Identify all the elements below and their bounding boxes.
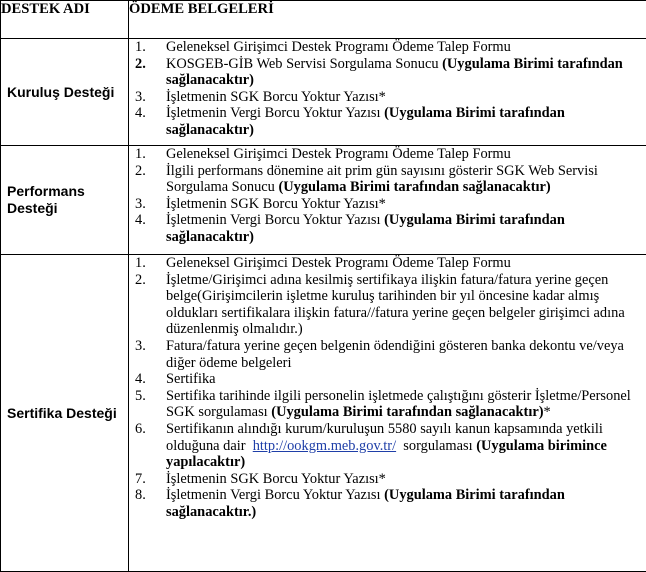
item-number: 7. [135, 470, 146, 487]
item-number: 3. [135, 337, 146, 354]
table-row [1, 39, 646, 146]
item-text [166, 388, 644, 421]
item-text [166, 56, 644, 89]
item-number: 1. [135, 255, 146, 271]
item-text-part: İşletmenin SGK Borcu Yoktur Yazısı* [166, 88, 386, 105]
document-list-cell [129, 255, 646, 572]
table-header-row [1, 1, 646, 39]
item-bold-note: (Uygulama Birimi tarafından sağlanacaktır) [166, 105, 569, 138]
table-row [1, 255, 646, 572]
list-item [135, 212, 644, 245]
item-text [166, 255, 644, 272]
item-number: 4. [135, 371, 146, 388]
item-number: 3. [135, 195, 146, 212]
item-text-part: Sertifikanın alındığı kurum/kuruluşun 5580 sayılı kanun kapsamında yetkili olduğuna dair [166, 420, 607, 454]
item-bold-note: (Uygulama birimince yapılacaktır) [166, 437, 611, 471]
support-name-cell: Sertifika Desteği [1, 255, 129, 572]
item-bold-note: (Uygulama Birimi tarafından sağlanacaktır) [166, 55, 627, 89]
support-name-cell: Kuruluş Desteği [1, 39, 129, 146]
item-number: 5. [135, 387, 146, 404]
item-text-part: KOSGEB-GİB Web Servisi Sorgulama Sonucu [166, 55, 443, 72]
item-text [166, 196, 644, 213]
item-number: 1. [135, 146, 146, 162]
document-list-cell [129, 146, 646, 255]
header-odeme-belgeleri: ÖDEME BELGELERİ [129, 1, 646, 39]
item-text [166, 146, 644, 163]
item-bold-note: (Uygulama Birimi tarafından sağlanacaktır) [278, 179, 551, 196]
item-text [166, 471, 644, 488]
list-item [135, 146, 644, 163]
item-number: 4. [135, 105, 146, 122]
item-text [166, 105, 644, 138]
item-text-part: Geleneksel Girişimci Destek Programı Ödeme Talep Formu [166, 146, 511, 162]
item-text [166, 39, 644, 56]
list-item [135, 371, 644, 388]
item-number: 2. [135, 55, 146, 72]
document-list-cell [129, 39, 646, 146]
item-bold-note: (Uygulama Birimi tarafından sağlanacaktır.) [166, 487, 569, 520]
item-bold-note: (Uygulama Birimi tarafından sağlanacaktır) [271, 404, 544, 421]
item-text [166, 163, 644, 196]
item-text-part: İşletmenin Vergi Borcu Yoktur Yazısı [166, 212, 385, 229]
item-text-part: Sertifika tarihinde ilgili personelin işletmede çalıştığını gösterir İşletme/Personel SGK sorgulaması [166, 387, 635, 421]
list-item [135, 487, 644, 520]
item-text-part: Sertifika [166, 371, 216, 388]
list-item [135, 421, 644, 471]
table-row [1, 146, 646, 255]
item-text-part: İşletmenin Vergi Borcu Yoktur Yazısı [166, 105, 385, 122]
item-text [166, 338, 644, 371]
item-text-part: Fatura/fatura yerine geçen belgenin ödendiğini gösteren banka dekontu ve/veya diğer ödeme belgeleri [166, 337, 628, 371]
item-text-part: İlgili performans dönemine ait prim gün sayısını gösterir SGK Web Servisi Sorgulama Sonucu [166, 162, 602, 196]
list-item [135, 105, 644, 138]
item-text-part: İşletmenin SGK Borcu Yoktur Yazısı* [166, 195, 386, 212]
item-number: 2. [135, 271, 146, 288]
item-number: 2. [135, 162, 146, 179]
list-item [135, 338, 644, 371]
list-item [135, 39, 644, 56]
item-text [166, 212, 644, 245]
item-text-part: Geleneksel Girişimci Destek Programı Ödeme Talep Formu [166, 255, 511, 271]
list-item [135, 471, 644, 488]
item-number: 1. [135, 39, 146, 55]
item-text [166, 272, 644, 338]
ookgm-link[interactable]: http://ookgm.meb.gov.tr/ [252, 437, 397, 454]
list-item [135, 255, 644, 272]
item-number: 3. [135, 88, 146, 105]
item-text-suffix: sorgulaması [396, 437, 477, 454]
list-item [135, 196, 644, 213]
list-item [135, 272, 644, 338]
list-item [135, 163, 644, 196]
list-item [135, 56, 644, 89]
item-bold-note: (Uygulama Birimi tarafından sağlanacaktır) [166, 212, 569, 245]
item-number: 8. [135, 487, 146, 504]
item-text [166, 421, 644, 471]
item-number: 6. [135, 420, 146, 437]
item-text-suffix: * [543, 404, 551, 421]
header-destek-adi: DESTEK ADI [1, 1, 129, 39]
item-text-part: İşletmenin Vergi Borcu Yoktur Yazısı [166, 487, 385, 504]
item-text [166, 371, 644, 388]
item-text-part: Geleneksel Girişimci Destek Programı Ödeme Talep Formu [166, 39, 511, 55]
item-number: 4. [135, 212, 146, 229]
item-text-part: İşletme/Girişimci adına kesilmiş sertifikaya ilişkin fatura/fatura yerine geçen belge(Girişimcilerin işletme kuruluş tarihinden bir yıl öncesine kadar almış oldukları sertifikalara ilişkin fatura//fatura yerine geçen belgeler girişimci adına düzenlenmiş olmalıdır.) [166, 271, 629, 338]
support-name-cell: Performans Desteği [1, 146, 129, 255]
list-item [135, 388, 644, 421]
list-item [135, 89, 644, 106]
item-text-part: İşletmenin SGK Borcu Yoktur Yazısı* [166, 470, 386, 487]
item-text [166, 487, 644, 520]
item-text [166, 89, 644, 106]
